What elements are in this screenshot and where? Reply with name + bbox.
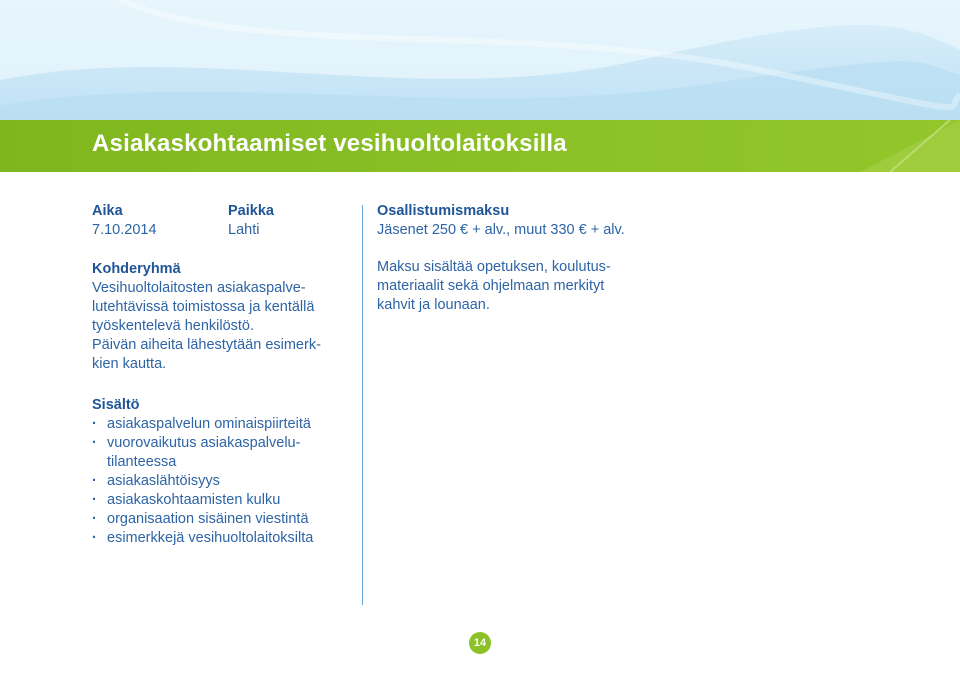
place-value: Lahti	[228, 222, 260, 238]
header-decoration-band	[0, 0, 960, 120]
target-group-heading: Kohderyhmä	[92, 261, 181, 277]
list-item: · asiakaslähtöisyys	[92, 472, 357, 491]
fee-value: Jäsenet 250 € + alv., muut 330 € + alv.	[377, 222, 625, 238]
target-group-line: työskentelevä henkilöstö.	[92, 318, 255, 334]
fee-note-line: materiaalit sekä ohjelmaan merkityt	[377, 278, 605, 294]
wave-decoration	[0, 0, 960, 120]
fee-section	[377, 202, 697, 315]
content-list	[92, 415, 357, 548]
place-heading: Paikka	[228, 203, 274, 219]
content-section	[92, 396, 357, 548]
list-item: · esimerkkejä vesihuoltolaitoksilta	[92, 529, 357, 548]
target-group-line: Vesihuoltolaitosten asiakaspalve-	[92, 280, 306, 296]
target-group-line: lutehtävissä toimistossa ja kentällä	[92, 299, 315, 315]
place-section	[228, 202, 274, 240]
fee-heading: Osallistumismaksu	[377, 203, 510, 219]
list-item: · asiakaspalvelun ominaispiirteitä	[92, 415, 357, 434]
target-group-section	[92, 260, 352, 374]
content-heading: Sisältö	[92, 397, 140, 413]
list-item: · vuorovaikutus asiakaspalvelu- tilanteessa	[92, 434, 357, 472]
target-group-line: Päivän aiheita lähestytään esimerk-	[92, 337, 321, 353]
fee-note-line: kahvit ja lounaan.	[377, 297, 490, 313]
page-number-badge: 14	[469, 632, 491, 654]
list-item: · asiakaskohtaamisten kulku	[92, 491, 357, 510]
column-divider	[362, 205, 363, 605]
time-value: 7.10.2014	[92, 222, 157, 238]
fee-note-line: Maksu sisältää opetuksen, koulutus-	[377, 259, 611, 275]
target-group-line: kien kautta.	[92, 356, 167, 372]
page-title: Asiakaskohtaamiset vesihuoltolaitoksilla	[92, 130, 567, 157]
time-heading: Aika	[92, 203, 123, 219]
time-section	[92, 202, 157, 240]
list-item: · organisaation sisäinen viestintä	[92, 510, 357, 529]
